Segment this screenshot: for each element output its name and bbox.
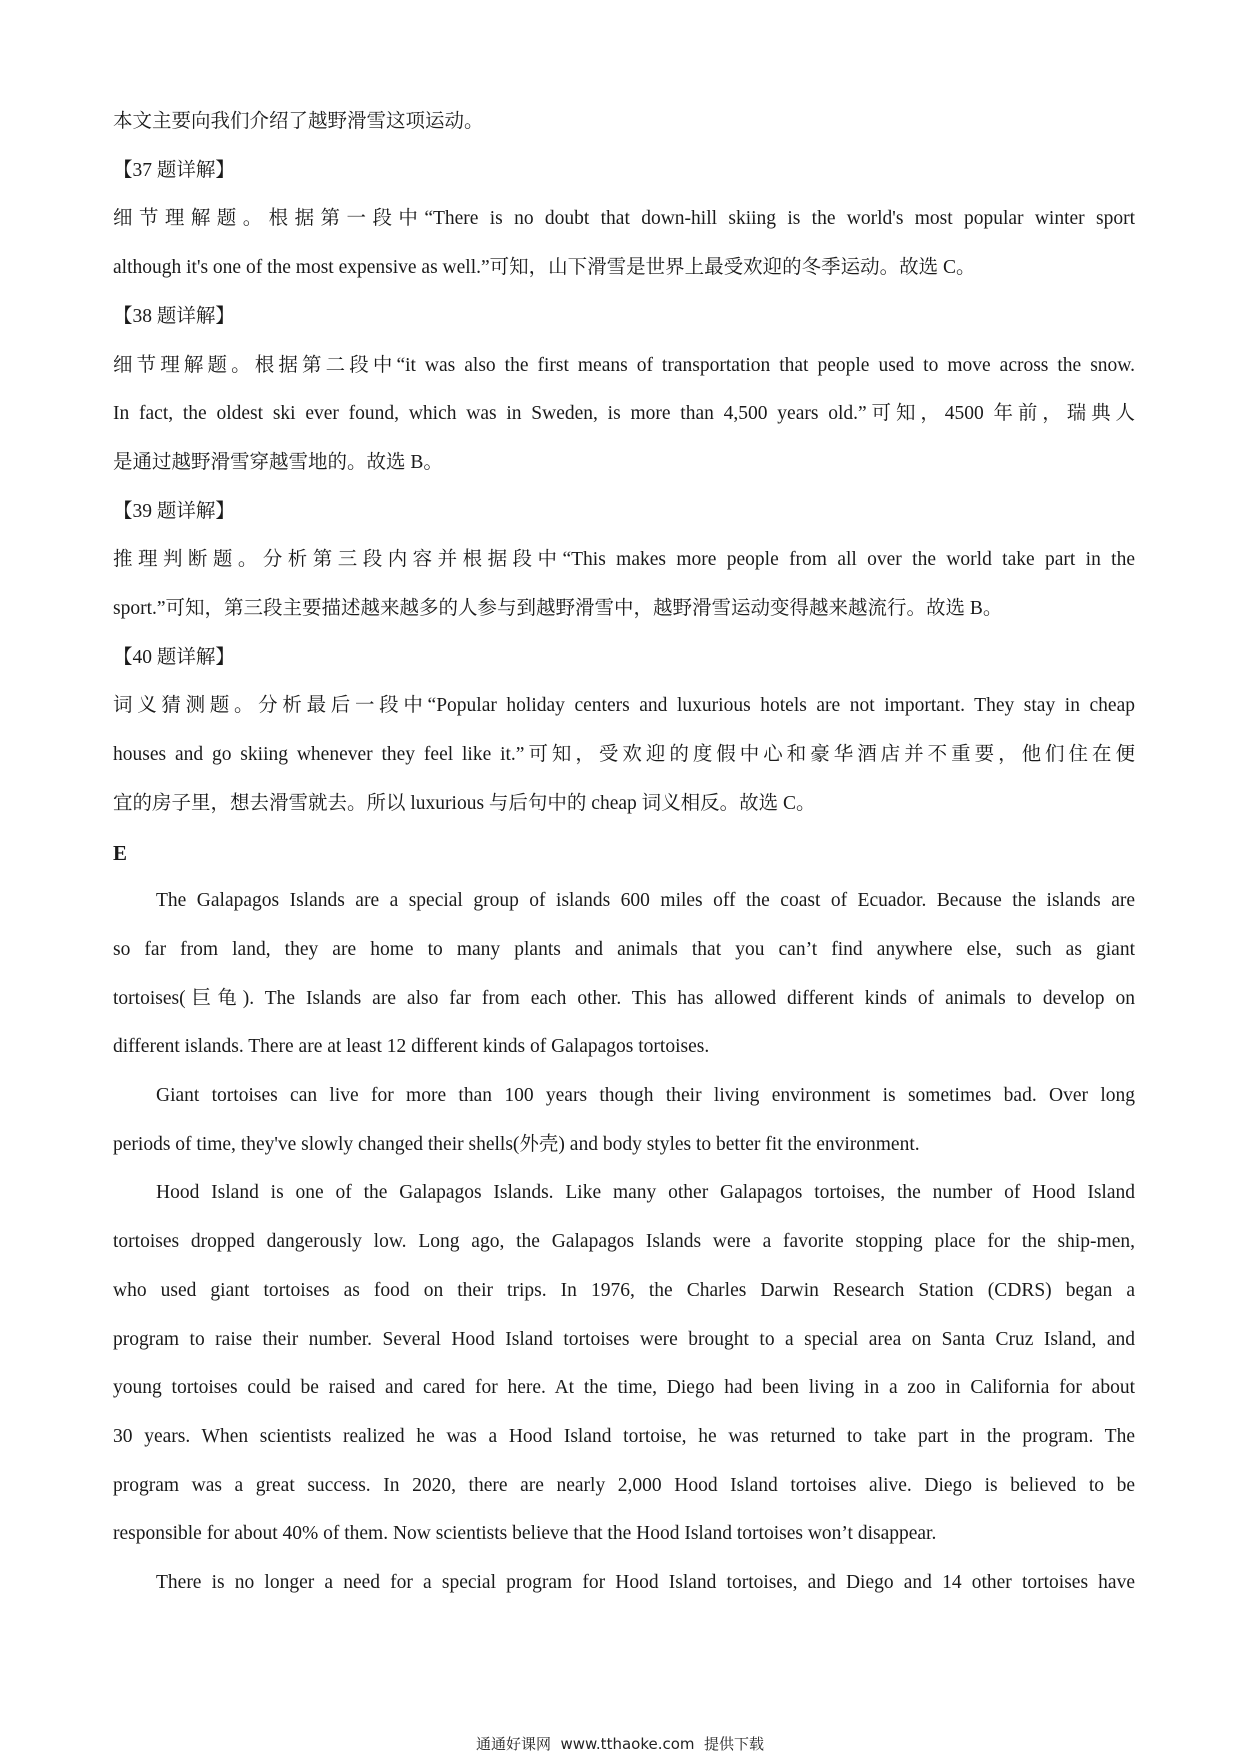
passage-e-line: responsible for about 40% of them. Now scientists believe that the Hood Island tortoises won’t disappear. <box>113 1523 937 1545</box>
q40-explanation-line: houses and go skiing whenever they feel like it.”可知，受欢迎的度假中心和豪华酒店并不重要，他们住在便 <box>113 744 1135 766</box>
passage-e-line: who used giant tortoises as food on their trips. In 1976, the Charles Darwin Research Station (CDRS) began a <box>113 1279 1135 1301</box>
q39-explanation-line: 推理判断题。分析第三段内容并根据段中“This makes more people from all over the world take part in the <box>113 549 1135 571</box>
document-page <box>113 98 1135 1608</box>
passage-e-label: E <box>113 840 128 865</box>
q38-explanation-line: In fact, the oldest ski ever found, which was in Sweden, is more than 4,500 years old.”可知，4500 年前，瑞典人 <box>113 403 1135 425</box>
q39-explanation-line: sport.”可知，第三段主要描述越来越多的人参与到越野滑雪中，越野滑雪运动变得越来越流行。故选 B。 <box>113 598 1003 620</box>
passage-summary: 本文主要向我们介绍了越野滑雪这项运动。 <box>113 111 484 132</box>
passage-e-line: different islands. There are at least 12 different kinds of Galapagos tortoises. <box>113 1036 710 1058</box>
page-footer: 通通好课网 www.tthaoke.com 提供下载 <box>475 1735 765 1753</box>
passage-e-line: young tortoises could be raised and cared for here. At the time, Diego had been living in a zoo in California for about <box>113 1377 1135 1399</box>
passage-e-line: program to raise their number. Several Hood Island tortoises were brought to a special area on Santa Cruz Island, and <box>113 1328 1135 1350</box>
passage-e-line: so far from land, they are home to many plants and animals that you can’t find anywhere else, such as giant <box>113 938 1135 960</box>
q38-explanation-line: 细节理解题。根据第二段中“it was also the first means of transportation that people used to move across the snow. <box>113 354 1135 376</box>
q40-explanation-line: 宜的房子里，想去滑雪就去。所以 luxurious 与后句中的 cheap 词义相反。故选 C。 <box>113 792 816 814</box>
q37-heading: 【37 题详解】 <box>113 159 235 181</box>
q40-explanation-line: 词义猜测题。分析最后一段中“Popular holiday centers and luxurious hotels are not important. They stay in cheap <box>113 695 1135 717</box>
passage-e-line: Hood Island is one of the Galapagos Islands. Like many other Galapagos tortoises, the number of Hood Island <box>156 1182 1135 1204</box>
passage-e-line: periods of time, they've slowly changed their shells(外壳) and body styles to better fit the environment. <box>113 1133 920 1155</box>
passage-e-line: There is no longer a need for a special program for Hood Island tortoises, and Diego and 14 other tortoises have <box>156 1572 1135 1594</box>
q37-explanation-line: although it's one of the most expensive as well.”可知，山下滑雪是世界上最受欢迎的冬季运动。故选 C。 <box>113 257 976 279</box>
passage-e-line: Giant tortoises can live for more than 100 years though their living environment is sometimes bad. Over long <box>156 1085 1135 1107</box>
passage-e-line: tortoises(巨龟). The Islands are also far from each other. This has allowed different kinds of animals to develop on <box>113 987 1135 1009</box>
passage-e-line: program was a great success. In 2020, there are nearly 2,000 Hood Island tortoises alive. Diego is believed to be <box>113 1474 1135 1496</box>
passage-e-line: The Galapagos Islands are a special group of islands 600 miles off the coast of Ecuador. Because the islands are <box>156 890 1135 912</box>
q37-explanation-line: 细节理解题。根据第一段中“There is no doubt that down-hill skiing is the world's most popular winter sport <box>113 208 1135 230</box>
passage-e-line: tortoises dropped dangerously low. Long ago, the Galapagos Islands were a favorite stopping place for the ship-men, <box>113 1231 1135 1253</box>
q40-heading: 【40 题详解】 <box>113 646 235 668</box>
passage-e-line: 30 years. When scientists realized he was a Hood Island tortoise, he was returned to take part in the program. The <box>113 1425 1135 1447</box>
q39-heading: 【39 题详解】 <box>113 500 235 522</box>
q38-heading: 【38 题详解】 <box>113 305 235 327</box>
q38-explanation-line: 是通过越野滑雪穿越雪地的。故选 B。 <box>113 451 443 473</box>
